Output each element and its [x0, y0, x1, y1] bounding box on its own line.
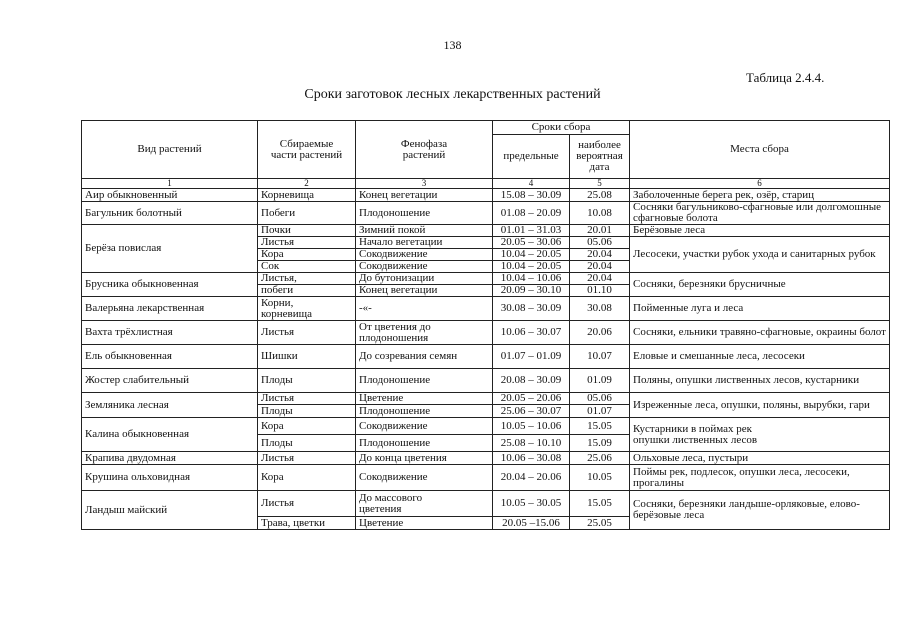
limit-dates: 10.05 – 30.05: [493, 491, 570, 517]
plant-part: побеги: [258, 285, 356, 297]
plant-part: Корневища: [258, 189, 356, 202]
species-name: Валерьяна лекарственная: [82, 297, 258, 321]
plant-part: Трава, цветки: [258, 517, 356, 530]
likely-date: 01.07: [570, 405, 630, 418]
plant-part: Листья: [258, 237, 356, 249]
phenophase: До бутонизации: [356, 273, 493, 285]
limit-dates: 20.09 – 30.10: [493, 285, 570, 297]
plant-part: Листья: [258, 393, 356, 405]
species-name: Багульник болотный: [82, 202, 258, 225]
species-name: Аир обыкновенный: [82, 189, 258, 202]
table-row: [82, 369, 890, 393]
table-label: Таблица 2.4.4.: [746, 70, 825, 85]
plant-part: Листья,: [258, 273, 356, 285]
likely-date: 15.05: [570, 418, 630, 435]
collection-places: Кустарники в поймах рек опушки лиственных лесов: [630, 418, 890, 452]
header-species: Вид растений: [82, 121, 258, 179]
limit-dates: 30.08 – 30.09: [493, 297, 570, 321]
column-number: 3: [356, 179, 493, 189]
likely-date: 25.06: [570, 452, 630, 465]
limit-dates: 25.06 – 30.07: [493, 405, 570, 418]
collection-places: Поймы рек, подлесок, опушки леса, лесосеки, прогалины: [630, 465, 890, 491]
limit-dates: 20.04 – 20.06: [493, 465, 570, 491]
header-limit: предельные: [493, 135, 570, 179]
limit-dates: 20.05 – 20.06: [493, 393, 570, 405]
collection-places: Заболоченные берега рек, озёр, стариц: [630, 189, 890, 202]
table-row: [82, 297, 890, 321]
species-name: Берёза повислая: [82, 225, 258, 273]
likely-date: 25.05: [570, 517, 630, 530]
species-name: Ландыш майский: [82, 491, 258, 530]
species-name: Ель обыкновенная: [82, 345, 258, 369]
likely-date: 10.05: [570, 465, 630, 491]
limit-dates: 10.05 – 10.06: [493, 418, 570, 435]
table-row: [82, 465, 890, 491]
plant-part: Листья: [258, 452, 356, 465]
column-number: 1: [82, 179, 258, 189]
collection-places: Еловые и смешанные леса, лесосеки: [630, 345, 890, 369]
table-row: [82, 273, 890, 285]
phenophase: Зимний покой: [356, 225, 493, 237]
header-likely: наиболее вероятная дата: [570, 135, 630, 179]
phenophase: Цветение: [356, 393, 493, 405]
table-row: [82, 225, 890, 237]
species-name: Земляника лесная: [82, 393, 258, 418]
likely-date: 30.08: [570, 297, 630, 321]
table-body: [82, 189, 890, 530]
phenophase: Сокодвижение: [356, 249, 493, 261]
page-number: 138: [443, 38, 462, 52]
phenophase: Плодоношение: [356, 435, 493, 452]
likely-date: 20.06: [570, 321, 630, 345]
phenophase: До массового цветения: [356, 491, 493, 517]
limit-dates: 20.08 – 30.09: [493, 369, 570, 393]
table-row: [82, 491, 890, 517]
limit-dates: 01.01 – 31.03: [493, 225, 570, 237]
phenophase: Плодоношение: [356, 202, 493, 225]
likely-date: 10.07: [570, 345, 630, 369]
species-name: Калина обыкновенная: [82, 418, 258, 452]
likely-date: 15.09: [570, 435, 630, 452]
limit-dates: 10.04 – 20.05: [493, 261, 570, 273]
phenophase: -«-: [356, 297, 493, 321]
header-period: Сроки сбора: [493, 121, 630, 135]
likely-date: 01.10: [570, 285, 630, 297]
plant-part: Кора: [258, 418, 356, 435]
header-places: Места сбора: [630, 121, 890, 179]
plant-part: Сок: [258, 261, 356, 273]
collection-places: Поляны, опушки лиственных лесов, кустарники: [630, 369, 890, 393]
plant-part: Листья: [258, 321, 356, 345]
likely-date: 20.01: [570, 225, 630, 237]
plant-part: Почки: [258, 225, 356, 237]
column-number: 4: [493, 179, 570, 189]
collection-places: Лесосеки, участки рубок ухода и санитарных рубок: [630, 237, 890, 273]
species-name: Крушина ольховидная: [82, 465, 258, 491]
species-name: Жостер слабительный: [82, 369, 258, 393]
harvest-schedule-table: [81, 120, 890, 530]
collection-places: Изреженные леса, опушки, поляны, вырубки, гари: [630, 393, 890, 418]
table-row: [82, 189, 890, 202]
phenophase: Сокодвижение: [356, 418, 493, 435]
plant-part: Плоды: [258, 369, 356, 393]
limit-dates: 10.06 – 30.08: [493, 452, 570, 465]
likely-date: 05.06: [570, 237, 630, 249]
plant-part: Кора: [258, 249, 356, 261]
phenophase: До созревания семян: [356, 345, 493, 369]
header-phenophase: Фенофаза растений: [356, 121, 493, 179]
species-name: Крапива двудомная: [82, 452, 258, 465]
limit-dates: 10.04 – 20.05: [493, 249, 570, 261]
table-row: [82, 452, 890, 465]
limit-dates: 01.08 – 20.09: [493, 202, 570, 225]
plant-part: Кора: [258, 465, 356, 491]
plant-part: Побеги: [258, 202, 356, 225]
collection-places: Берёзовые леса: [630, 225, 890, 237]
plant-part: Корни, корневища: [258, 297, 356, 321]
likely-date: 15.05: [570, 491, 630, 517]
likely-date: 10.08: [570, 202, 630, 225]
header-parts: Сбираемые части растений: [258, 121, 356, 179]
phenophase: Цветение: [356, 517, 493, 530]
table-row: [82, 321, 890, 345]
limit-dates: 20.05 – 30.06: [493, 237, 570, 249]
column-number: 2: [258, 179, 356, 189]
plant-part: Плоды: [258, 405, 356, 418]
column-number: 5: [570, 179, 630, 189]
limit-dates: 01.07 – 01.09: [493, 345, 570, 369]
phenophase: Конец вегетации: [356, 285, 493, 297]
limit-dates: 15.08 – 30.09: [493, 189, 570, 202]
phenophase: Конец вегетации: [356, 189, 493, 202]
plant-part: Шишки: [258, 345, 356, 369]
phenophase: Сокодвижение: [356, 465, 493, 491]
table-row: [82, 418, 890, 435]
limit-dates: 20.05 –15.06: [493, 517, 570, 530]
collection-places: Сосняки, березняки брусничные: [630, 273, 890, 297]
likely-date: 05.06: [570, 393, 630, 405]
phenophase: Сокодвижение: [356, 261, 493, 273]
phenophase: Плодоношение: [356, 405, 493, 418]
phenophase: До конца цветения: [356, 452, 493, 465]
likely-date: 25.08: [570, 189, 630, 202]
likely-date: 20.04: [570, 249, 630, 261]
collection-places: Пойменные луга и леса: [630, 297, 890, 321]
phenophase: От цветения до плодоношения: [356, 321, 493, 345]
phenophase: Плодоношение: [356, 369, 493, 393]
limit-dates: 10.06 – 30.07: [493, 321, 570, 345]
plant-part: Плоды: [258, 435, 356, 452]
column-number: 6: [630, 179, 890, 189]
likely-date: 01.09: [570, 369, 630, 393]
species-name: Брусника обыкновенная: [82, 273, 258, 297]
collection-places: Сосняки багульниково-сфагновые или долгомошные сфагновые болота: [630, 202, 890, 225]
species-name: Вахта трёхлистная: [82, 321, 258, 345]
collection-places: Сосняки, березняки ландыше-орляковые, елово-берёзовые леса: [630, 491, 890, 530]
table-row: [82, 345, 890, 369]
limit-dates: 10.04 – 10.06: [493, 273, 570, 285]
limit-dates: 25.08 – 10.10: [493, 435, 570, 452]
table-row: [82, 202, 890, 225]
likely-date: 20.04: [570, 273, 630, 285]
table-row: [82, 393, 890, 405]
collection-places: Ольховые леса, пустыри: [630, 452, 890, 465]
document-title: Сроки заготовок лесных лекарственных растений: [304, 87, 601, 102]
likely-date: 20.04: [570, 261, 630, 273]
collection-places: Сосняки, ельники травяно-сфагновые, окраины болот: [630, 321, 890, 345]
plant-part: Листья: [258, 491, 356, 517]
phenophase: Начало вегетации: [356, 237, 493, 249]
